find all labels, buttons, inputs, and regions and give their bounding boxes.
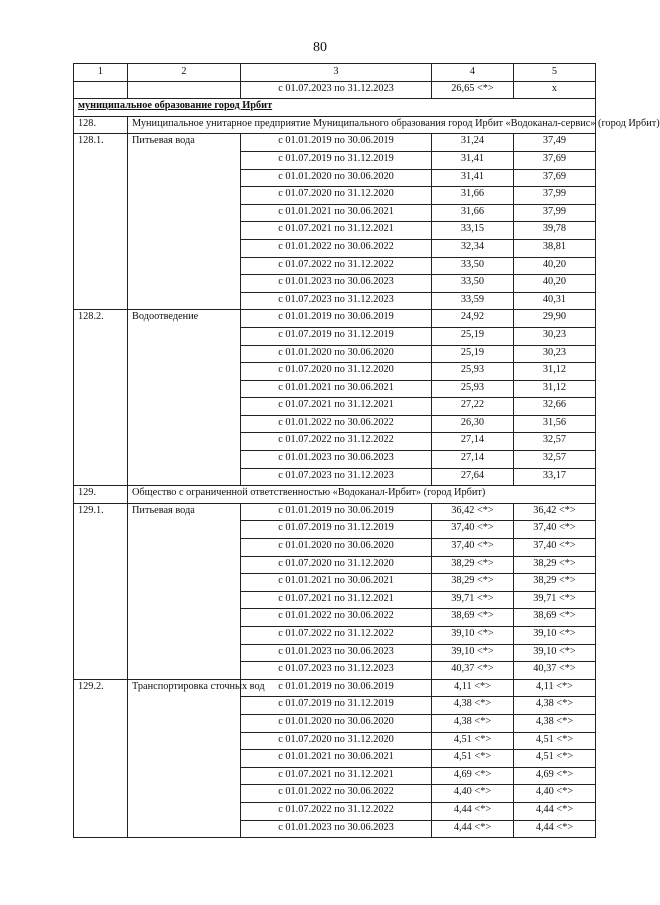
column-header: 2 — [128, 64, 241, 82]
tariff-value-vat-cell: 40,20 — [514, 257, 596, 275]
tariff-value-vat-cell: 40,37 <*> — [514, 662, 596, 680]
period-cell: с 01.01.2022 по 30.06.2022 — [241, 609, 432, 627]
service-number-cell: 128.2. — [74, 310, 128, 486]
period-cell: с 01.07.2023 по 31.12.2023 — [241, 662, 432, 680]
period-cell: с 01.07.2022 по 31.12.2022 — [241, 802, 432, 820]
tariff-value-vat-cell: 37,69 — [514, 151, 596, 169]
tariff-value-vat-cell: 37,49 — [514, 134, 596, 152]
table-header-row — [74, 64, 596, 82]
tariff-value-cell: 32,34 — [432, 239, 514, 257]
tariff-value-cell: 31,66 — [432, 187, 514, 205]
period-cell: с 01.01.2021 по 30.06.2021 — [241, 380, 432, 398]
table-row — [74, 679, 596, 697]
tariff-value-vat-cell: 39,10 <*> — [514, 644, 596, 662]
tariff-value-vat-cell: 30,23 — [514, 327, 596, 345]
period-cell: с 01.07.2022 по 31.12.2022 — [241, 433, 432, 451]
tariff-value-cell: 4,44 <*> — [432, 802, 514, 820]
period-cell: с 01.07.2019 по 31.12.2019 — [241, 327, 432, 345]
period-cell: с 01.01.2019 по 30.06.2019 — [241, 310, 432, 328]
service-name-cell: Водоотведение — [128, 310, 241, 486]
period-cell: с 01.01.2019 по 30.06.2019 — [241, 679, 432, 697]
tariff-value-cell: 25,19 — [432, 345, 514, 363]
tariff-value-cell: 31,24 — [432, 134, 514, 152]
tariff-value-vat-cell: 4,44 <*> — [514, 820, 596, 838]
service-number-cell: 129.2. — [74, 679, 128, 837]
period-cell: с 01.01.2023 по 30.06.2023 — [241, 644, 432, 662]
tariff-value-vat-cell: 38,29 <*> — [514, 556, 596, 574]
column-header: 5 — [514, 64, 596, 82]
tariff-value-cell: 33,50 — [432, 257, 514, 275]
tariff-value-cell: 4,40 <*> — [432, 785, 514, 803]
tariff-value-cell: 38,69 <*> — [432, 609, 514, 627]
period-cell: с 01.07.2023 по 31.12.2023 — [241, 81, 432, 99]
period-cell: с 01.07.2020 по 31.12.2020 — [241, 363, 432, 381]
period-cell: с 01.07.2021 по 31.12.2021 — [241, 591, 432, 609]
tariff-value-vat-cell: 37,69 — [514, 169, 596, 187]
table-row — [74, 310, 596, 328]
tariff-value-vat-cell: 39,10 <*> — [514, 627, 596, 645]
period-cell: с 01.07.2020 по 31.12.2020 — [241, 556, 432, 574]
section-row — [74, 99, 596, 117]
period-cell: с 01.07.2020 по 31.12.2020 — [241, 187, 432, 205]
tariff-value-cell: 4,51 <*> — [432, 750, 514, 768]
tariff-value-cell: 25,93 — [432, 380, 514, 398]
service-number-cell: 129.1. — [74, 503, 128, 679]
tariff-value-vat-cell: 38,81 — [514, 239, 596, 257]
org-name-cell: Муниципальное унитарное предприятие Муниципального образования город Ирбит «Водоканал-сервис» (город Ирбит) — [128, 116, 596, 134]
tariff-value-vat-cell: 33,17 — [514, 468, 596, 486]
row-number-cell — [74, 81, 128, 99]
tariff-value-cell: 26,65 <*> — [432, 81, 514, 99]
tariff-value-cell: 39,10 <*> — [432, 627, 514, 645]
tariff-value-vat-cell: 4,51 <*> — [514, 732, 596, 750]
column-header: 3 — [241, 64, 432, 82]
tariff-value-vat-cell: 31,12 — [514, 380, 596, 398]
org-row — [74, 486, 596, 504]
tariff-value-cell: 27,22 — [432, 398, 514, 416]
service-name-cell: Питьевая вода — [128, 134, 241, 310]
period-cell: с 01.07.2019 по 31.12.2019 — [241, 521, 432, 539]
period-cell: с 01.01.2021 по 30.06.2021 — [241, 204, 432, 222]
tariff-value-vat-cell: х — [514, 81, 596, 99]
tariff-value-cell: 25,93 — [432, 363, 514, 381]
tariff-value-cell: 33,59 — [432, 292, 514, 310]
tariff-value-cell: 39,71 <*> — [432, 591, 514, 609]
period-cell: с 01.01.2022 по 30.06.2022 — [241, 415, 432, 433]
tariff-value-vat-cell: 37,99 — [514, 204, 596, 222]
tariff-value-cell: 26,30 — [432, 415, 514, 433]
period-cell: с 01.07.2023 по 31.12.2023 — [241, 292, 432, 310]
tariff-table — [73, 63, 660, 838]
tariff-value-cell: 24,92 — [432, 310, 514, 328]
period-cell: с 01.01.2020 по 30.06.2020 — [241, 169, 432, 187]
period-cell: с 01.01.2019 по 30.06.2019 — [241, 134, 432, 152]
period-cell: с 01.01.2022 по 30.06.2022 — [241, 239, 432, 257]
tariff-value-cell: 25,19 — [432, 327, 514, 345]
tariff-value-vat-cell: 4,38 <*> — [514, 714, 596, 732]
section-title: муниципальное образование город Ирбит — [74, 99, 596, 117]
tariff-value-vat-cell: 4,11 <*> — [514, 679, 596, 697]
tariff-value-vat-cell: 32,57 — [514, 433, 596, 451]
period-cell: с 01.07.2021 по 31.12.2021 — [241, 222, 432, 240]
period-cell: с 01.07.2019 по 31.12.2019 — [241, 151, 432, 169]
org-row — [74, 116, 596, 134]
tariff-value-vat-cell: 4,38 <*> — [514, 697, 596, 715]
service-number-cell: 128.1. — [74, 134, 128, 310]
period-cell: с 01.07.2023 по 31.12.2023 — [241, 468, 432, 486]
tariff-value-vat-cell: 30,23 — [514, 345, 596, 363]
tariff-value-vat-cell: 4,51 <*> — [514, 750, 596, 768]
period-cell: с 01.01.2022 по 30.06.2022 — [241, 785, 432, 803]
tariff-value-cell: 39,10 <*> — [432, 644, 514, 662]
period-cell: с 01.01.2020 по 30.06.2020 — [241, 539, 432, 557]
period-cell: с 01.01.2020 по 30.06.2020 — [241, 345, 432, 363]
tariff-value-cell: 31,66 — [432, 204, 514, 222]
period-cell: с 01.07.2022 по 31.12.2022 — [241, 627, 432, 645]
period-cell: с 01.01.2023 по 30.06.2023 — [241, 275, 432, 293]
page-number: 80 — [313, 40, 327, 55]
tariff-value-cell: 4,69 <*> — [432, 767, 514, 785]
tariff-value-vat-cell: 4,44 <*> — [514, 802, 596, 820]
service-cell — [128, 81, 241, 99]
period-cell: с 01.07.2022 по 31.12.2022 — [241, 257, 432, 275]
period-cell: с 01.01.2019 по 30.06.2019 — [241, 503, 432, 521]
period-cell: с 01.01.2023 по 30.06.2023 — [241, 451, 432, 469]
tariff-value-vat-cell: 37,40 <*> — [514, 539, 596, 557]
period-cell: с 01.07.2019 по 31.12.2019 — [241, 697, 432, 715]
table-row — [74, 134, 596, 152]
period-cell: с 01.07.2020 по 31.12.2020 — [241, 732, 432, 750]
period-cell: с 01.01.2020 по 30.06.2020 — [241, 714, 432, 732]
period-cell: с 01.07.2021 по 31.12.2021 — [241, 767, 432, 785]
tariff-value-cell: 40,37 <*> — [432, 662, 514, 680]
tariff-value-cell: 27,64 — [432, 468, 514, 486]
tariff-value-cell: 4,51 <*> — [432, 732, 514, 750]
tariff-value-cell: 31,41 — [432, 151, 514, 169]
tariff-value-vat-cell: 32,66 — [514, 398, 596, 416]
tariff-value-vat-cell: 29,90 — [514, 310, 596, 328]
tariff-value-cell: 37,40 <*> — [432, 521, 514, 539]
org-number-cell: 129. — [74, 486, 128, 504]
org-name-cell: Общество с ограниченной ответственностью «Водоканал-Ирбит» (город Ирбит) — [128, 486, 596, 504]
tariff-value-cell: 33,15 — [432, 222, 514, 240]
column-header: 4 — [432, 64, 514, 82]
tariff-value-cell: 4,38 <*> — [432, 697, 514, 715]
org-number-cell: 128. — [74, 116, 128, 134]
tariff-value-cell: 27,14 — [432, 433, 514, 451]
tariff-value-cell: 4,11 <*> — [432, 679, 514, 697]
tariff-value-cell: 38,29 <*> — [432, 556, 514, 574]
tariff-value-vat-cell: 38,29 <*> — [514, 574, 596, 592]
tariff-value-vat-cell: 39,78 — [514, 222, 596, 240]
tariff-value-cell: 4,38 <*> — [432, 714, 514, 732]
tariff-value-cell: 4,44 <*> — [432, 820, 514, 838]
tariff-value-cell: 38,29 <*> — [432, 574, 514, 592]
period-cell: с 01.07.2021 по 31.12.2021 — [241, 398, 432, 416]
tariff-value-vat-cell: 4,40 <*> — [514, 785, 596, 803]
tariff-value-vat-cell: 39,71 <*> — [514, 591, 596, 609]
tariff-value-vat-cell: 36,42 <*> — [514, 503, 596, 521]
period-cell: с 01.01.2021 по 30.06.2021 — [241, 750, 432, 768]
tariff-value-vat-cell: 37,40 <*> — [514, 521, 596, 539]
tariff-value-cell: 31,41 — [432, 169, 514, 187]
tariff-value-vat-cell: 38,69 <*> — [514, 609, 596, 627]
tariff-value-cell: 27,14 — [432, 451, 514, 469]
tariff-value-cell: 37,40 <*> — [432, 539, 514, 557]
tariff-value-vat-cell: 32,57 — [514, 451, 596, 469]
tariff-value-vat-cell: 37,99 — [514, 187, 596, 205]
tariff-value-cell: 33,50 — [432, 275, 514, 293]
table-row — [74, 503, 596, 521]
tariff-value-vat-cell: 31,56 — [514, 415, 596, 433]
tariff-table-body — [74, 64, 660, 838]
tariff-value-vat-cell: 31,12 — [514, 363, 596, 381]
tariff-value-cell: 36,42 <*> — [432, 503, 514, 521]
column-header: 1 — [74, 64, 128, 82]
tariff-value-vat-cell: 40,31 — [514, 292, 596, 310]
table-row — [74, 81, 596, 99]
tariff-value-vat-cell: 4,69 <*> — [514, 767, 596, 785]
tariff-value-vat-cell: 40,20 — [514, 275, 596, 293]
period-cell: с 01.01.2021 по 30.06.2021 — [241, 574, 432, 592]
service-name-cell: Транспортировка сточных вод — [128, 679, 241, 837]
service-name-cell: Питьевая вода — [128, 503, 241, 679]
period-cell: с 01.01.2023 по 30.06.2023 — [241, 820, 432, 838]
